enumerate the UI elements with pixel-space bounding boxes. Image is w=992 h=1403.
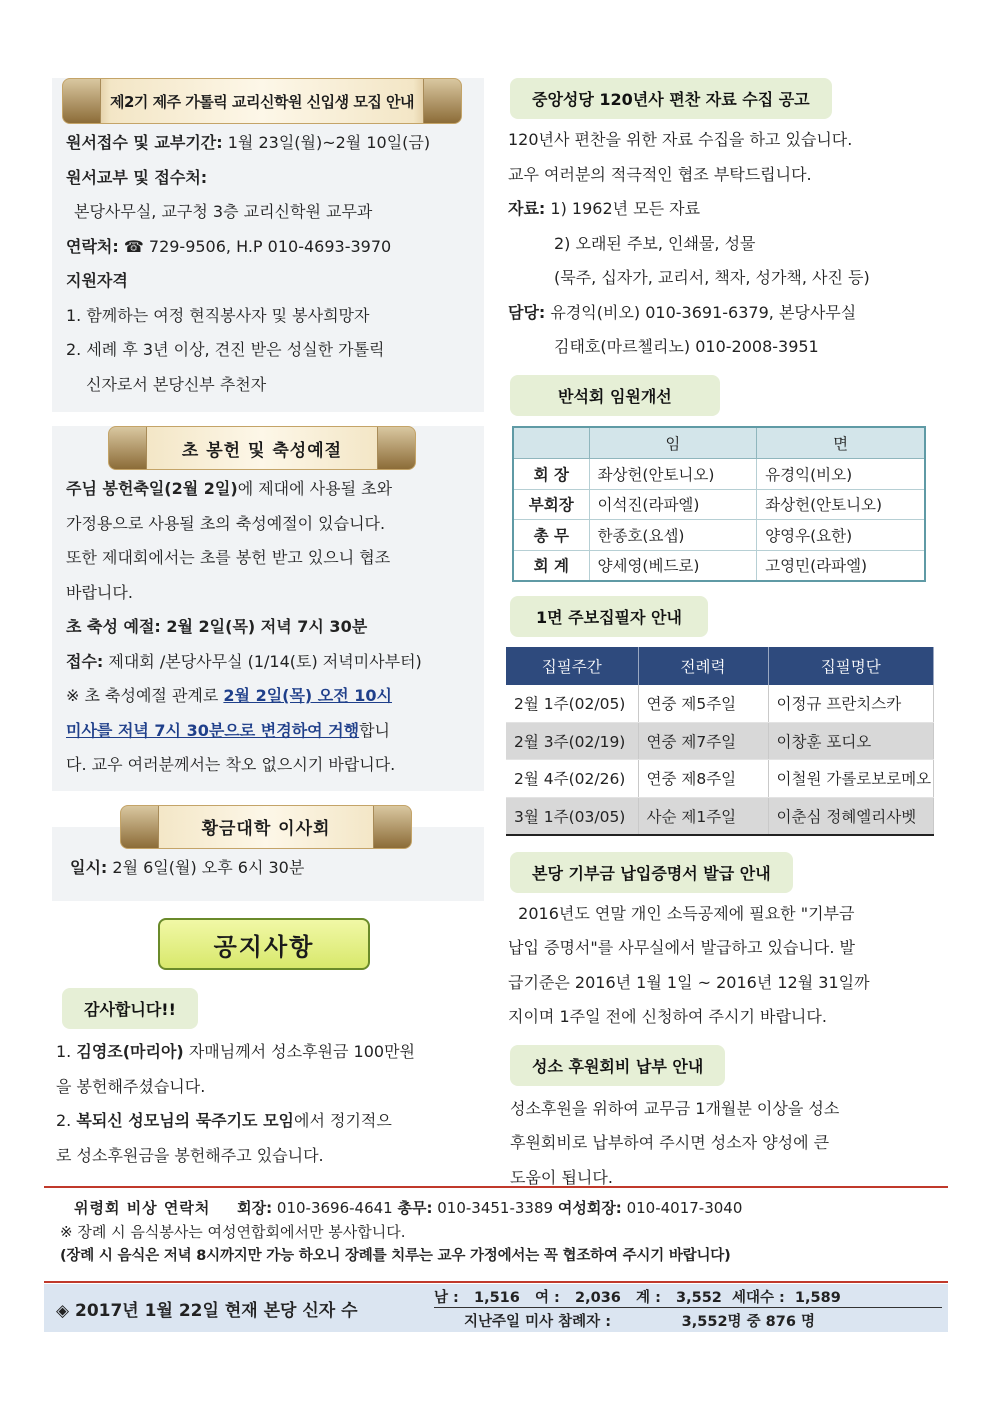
- catechism-school-title: 제2기 제주 가톨릭 교리신학원 신입생 모집 안내: [109, 92, 415, 111]
- officer-role: 부회장: [513, 489, 589, 520]
- qualification-item-2-cont: 신자로서 본당신부 추천자: [86, 374, 267, 394]
- change-note-end: 다. 교우 여러분께서는 착오 없으시기 바랍니다.: [66, 755, 396, 774]
- materials-item-1: 1) 1962년 모든 자료: [545, 199, 701, 218]
- vocation-text-1: 성소후원을 위하여 교무금 1개월분 이상을 성소: [510, 1098, 840, 1118]
- thanks-item-2-num: 2.: [56, 1111, 77, 1130]
- officers-header-role: [513, 427, 589, 459]
- right-column: [506, 78, 934, 1195]
- officer-appointed: 이석진(라파엘): [589, 489, 757, 520]
- writer-liturgy: 연중 제8주일: [638, 760, 768, 798]
- officers-header-dismissed: 면: [757, 427, 925, 459]
- left-column: [52, 78, 484, 901]
- change-note-underline-2: 미사를 저녁 7시 30분으로 변경하여 거행: [66, 720, 360, 740]
- history-collection-title: 중앙성당 120년사 편찬 자료 수집 공고: [510, 78, 832, 119]
- women-president-phone: 010-4017-3040: [621, 1199, 743, 1217]
- banner-image-right: [373, 806, 411, 848]
- census-stats-1: 남 : 1,516 여 : 2,036 계 : 3,552 세대수 : 1,589: [434, 1286, 942, 1308]
- table-row: [513, 550, 925, 581]
- golden-college-title: 황금대학 이사회: [201, 819, 331, 839]
- officer-role: 회 계: [513, 550, 589, 581]
- officer-dismissed: 좌상헌(안토니오): [757, 489, 925, 520]
- qualification-heading: 지원자격: [66, 271, 128, 290]
- writers-header-week: 집필주간: [506, 647, 638, 685]
- history-text-1: 120년사 편찬을 위한 자료 수집을 하고 있습니다.: [508, 130, 853, 149]
- table-row: [513, 489, 925, 520]
- donation-receipt-title: 본당 기부금 납입증명서 발급 안내: [510, 852, 793, 893]
- table-row: [513, 459, 925, 490]
- writer-week: 2월 3주(02/19): [506, 722, 638, 760]
- vocation-fee-title: 성소 후원회비 납부 안내: [510, 1045, 725, 1086]
- writer-week: 3월 1주(03/05): [506, 797, 638, 835]
- writer-name: 이춘심 정혜엘리사벳: [768, 797, 934, 835]
- materials-item-2: 2) 오래된 주보, 인쇄물, 성물: [554, 233, 756, 253]
- application-period-label: 원서접수 및 교부기간:: [66, 133, 223, 152]
- table-row: [506, 760, 934, 798]
- officers-title: 반석회 임원개선: [510, 375, 720, 416]
- writer-week: 2월 1주(02/05): [506, 685, 638, 723]
- thanks-item-1-num: 1.: [56, 1042, 77, 1061]
- change-note-underline-1: 2월 2일(목) 오전 10시: [223, 686, 393, 705]
- reception-value: 제대회 /본당사무실 (1/14(토) 저녁미사부터): [103, 651, 422, 671]
- emergency-contact-title: 위령회 비상 연락처: [74, 1199, 211, 1217]
- banner-image-right: [377, 427, 415, 469]
- women-president-label: 여성회장:: [557, 1199, 622, 1217]
- writers-header-liturgy: 전례력: [638, 647, 768, 685]
- officers-header-row: [513, 427, 925, 459]
- candle-blessing-section: [52, 426, 484, 791]
- banner-image-left: [121, 806, 159, 848]
- candle-text-4: 바랍니다.: [66, 582, 133, 602]
- change-note-prefix: ※ 초 축성예절 관계로: [66, 686, 224, 705]
- thanks-item-1-name: 김영조(마리아): [76, 1042, 184, 1061]
- thanks-section: [52, 988, 484, 1173]
- footer-divider-bottom: [44, 1281, 948, 1283]
- writer-liturgy: 연중 제7주일: [638, 722, 768, 760]
- writer-name: 이정규 프란치스카: [768, 685, 934, 723]
- funeral-note-2: (장례 시 음식은 저녁 8시까지만 가능 하오니 장례를 치루는 교우 가정에서는 꼭 협조하여 주시기 바랍니다): [60, 1248, 731, 1264]
- blessing-time: 초 축성 예절: 2월 2일(목) 저녁 7시 30분: [66, 617, 368, 636]
- census-title: ◈ 2017년 1월 22일 현재 본당 신자 수: [56, 1301, 358, 1321]
- thanks-item-1-text: 자매님께서 성소후원금 100만원: [183, 1042, 416, 1061]
- officer-appointed: 양세영(베드로): [589, 550, 757, 581]
- banner-image-left: [63, 79, 101, 123]
- donation-text-1: 2016년도 연말 개인 소득공제에 필요한 "기부금: [508, 903, 855, 923]
- contact-person-1: 유경익(비오) 010-3691-6379, 본당사무실: [545, 302, 857, 322]
- application-place-label: 원서교부 및 접수처:: [66, 167, 208, 187]
- writers-header-row: [506, 647, 934, 685]
- contact-person-label: 담당:: [508, 302, 546, 322]
- catechism-school-banner: [62, 78, 462, 124]
- vocation-text-3: 도움이 됩니다.: [510, 1167, 613, 1187]
- change-note-suffix: 합니: [359, 720, 391, 740]
- qualification-item-2: 2. 세례 후 3년 이상, 견진 받은 성실한 가톨릭: [66, 340, 385, 359]
- officers-header-appointed: 임: [589, 427, 757, 459]
- footer-divider-top: [44, 1186, 948, 1188]
- writer-liturgy: 사순 제1주일: [638, 797, 768, 835]
- contact-person-2: 김태호(마르첼리노) 010-2008-3951: [554, 337, 819, 356]
- vocation-text-2: 후원회비로 납부하여 주시면 성소자 양성에 큰: [510, 1133, 830, 1152]
- writer-liturgy: 연중 제5주일: [638, 685, 768, 723]
- footer-contacts: [60, 1196, 940, 1268]
- officers-table: [512, 426, 926, 582]
- thanks-item-2-text: 에서 정기적으: [294, 1111, 392, 1130]
- donation-text-2: 납입 증명서"를 사무실에서 발급하고 있습니다. 발: [508, 938, 855, 957]
- thanks-item-2-name: 복되신 성모님의 묵주기도 모임: [76, 1111, 294, 1130]
- officer-dismissed: 유경익(비오): [757, 459, 925, 490]
- banner-image-left: [109, 427, 147, 469]
- secretary-label: 총무:: [397, 1199, 433, 1217]
- officer-appointed: 한종호(요셉): [589, 520, 757, 551]
- candle-blessing-banner: [108, 426, 416, 470]
- contact-value: ☎ 729-9506, H.P 010-4693-3970: [118, 236, 392, 256]
- table-row: [506, 797, 934, 835]
- officer-appointed: 좌상헌(안토니오): [589, 459, 757, 490]
- golden-college-section: [52, 805, 484, 901]
- writer-name: 이철원 가롤로보로메오: [768, 760, 934, 798]
- census-stats-2: 지난주일 미사 참례자 : 3,552명 중 876 명: [464, 1314, 815, 1330]
- thanks-title: 감사합니다!!: [62, 988, 198, 1029]
- feast-name: 주님 봉헌축일(2월 2일): [66, 479, 238, 498]
- materials-label: 자료:: [508, 199, 546, 218]
- history-text-2: 교우 여러분의 적극적인 협조 부탁드립니다.: [508, 164, 812, 184]
- president-label: 회장:: [237, 1199, 273, 1217]
- notice-title-button: 공지사항: [158, 918, 370, 970]
- president-phone: 010-3696-4641: [272, 1199, 393, 1217]
- officer-dismissed: 양영우(요한): [757, 520, 925, 551]
- banner-image-right: [423, 79, 461, 123]
- thanks-item-1-cont: 을 봉헌해주셨습니다.: [56, 1076, 206, 1096]
- materials-item-3: (묵주, 십자가, 교리서, 책자, 성가책, 사진 등): [554, 268, 870, 287]
- qualification-item-1: 1. 함께하는 여정 현직봉사자 및 봉사희망자: [66, 305, 370, 325]
- thanks-item-2-cont: 로 성소후원금을 봉헌해주고 있습니다.: [56, 1145, 324, 1165]
- candle-text-2: 가정용으로 사용될 초의 축성예절이 있습니다.: [66, 513, 386, 533]
- reception-label: 접수:: [66, 651, 104, 671]
- officer-role: 총 무: [513, 520, 589, 551]
- catechism-school-section: [52, 78, 484, 412]
- meeting-date-value: 2월 6일(월) 오후 6시 30분: [107, 857, 305, 877]
- writers-header-writer: 집필명단: [768, 647, 934, 685]
- table-row: [513, 520, 925, 551]
- table-row: [506, 722, 934, 760]
- candle-blessing-title: 초 봉헌 및 축성예절: [181, 440, 343, 461]
- officer-role: 회 장: [513, 459, 589, 490]
- writers-title: 1면 주보집필자 안내: [510, 596, 708, 637]
- writers-table: [506, 647, 934, 836]
- donation-text-3: 급기준은 2016년 1월 1일 ~ 2016년 12월 31일까: [508, 972, 870, 992]
- census-bar: [44, 1284, 948, 1332]
- officer-dismissed: 고영민(라파엘): [757, 550, 925, 581]
- writer-name: 이창훈 포디오: [768, 722, 934, 760]
- golden-college-banner: [120, 805, 412, 849]
- application-period-value: 1월 23일(월)~2월 10일(금): [222, 133, 431, 152]
- secretary-phone: 010-3451-3389: [432, 1199, 554, 1217]
- application-place-value: 본당사무실, 교구청 3층 교리신학원 교무과: [74, 202, 373, 221]
- donation-text-4: 지이며 1주일 전에 신청하여 주시기 바랍니다.: [508, 1007, 827, 1026]
- meeting-date-label: 일시:: [70, 857, 108, 877]
- table-row: [506, 685, 934, 723]
- candle-text-3: 또한 제대회에서는 초를 봉헌 받고 있으니 협조: [66, 548, 391, 567]
- writer-week: 2월 4주(02/26): [506, 760, 638, 798]
- contact-label: 연락처:: [66, 236, 119, 256]
- funeral-note-1: ※ 장례 시 음식봉사는 여성연합회에서만 봉사합니다.: [60, 1223, 406, 1241]
- candle-text-1: 에 제대에 사용될 초와: [237, 479, 393, 498]
